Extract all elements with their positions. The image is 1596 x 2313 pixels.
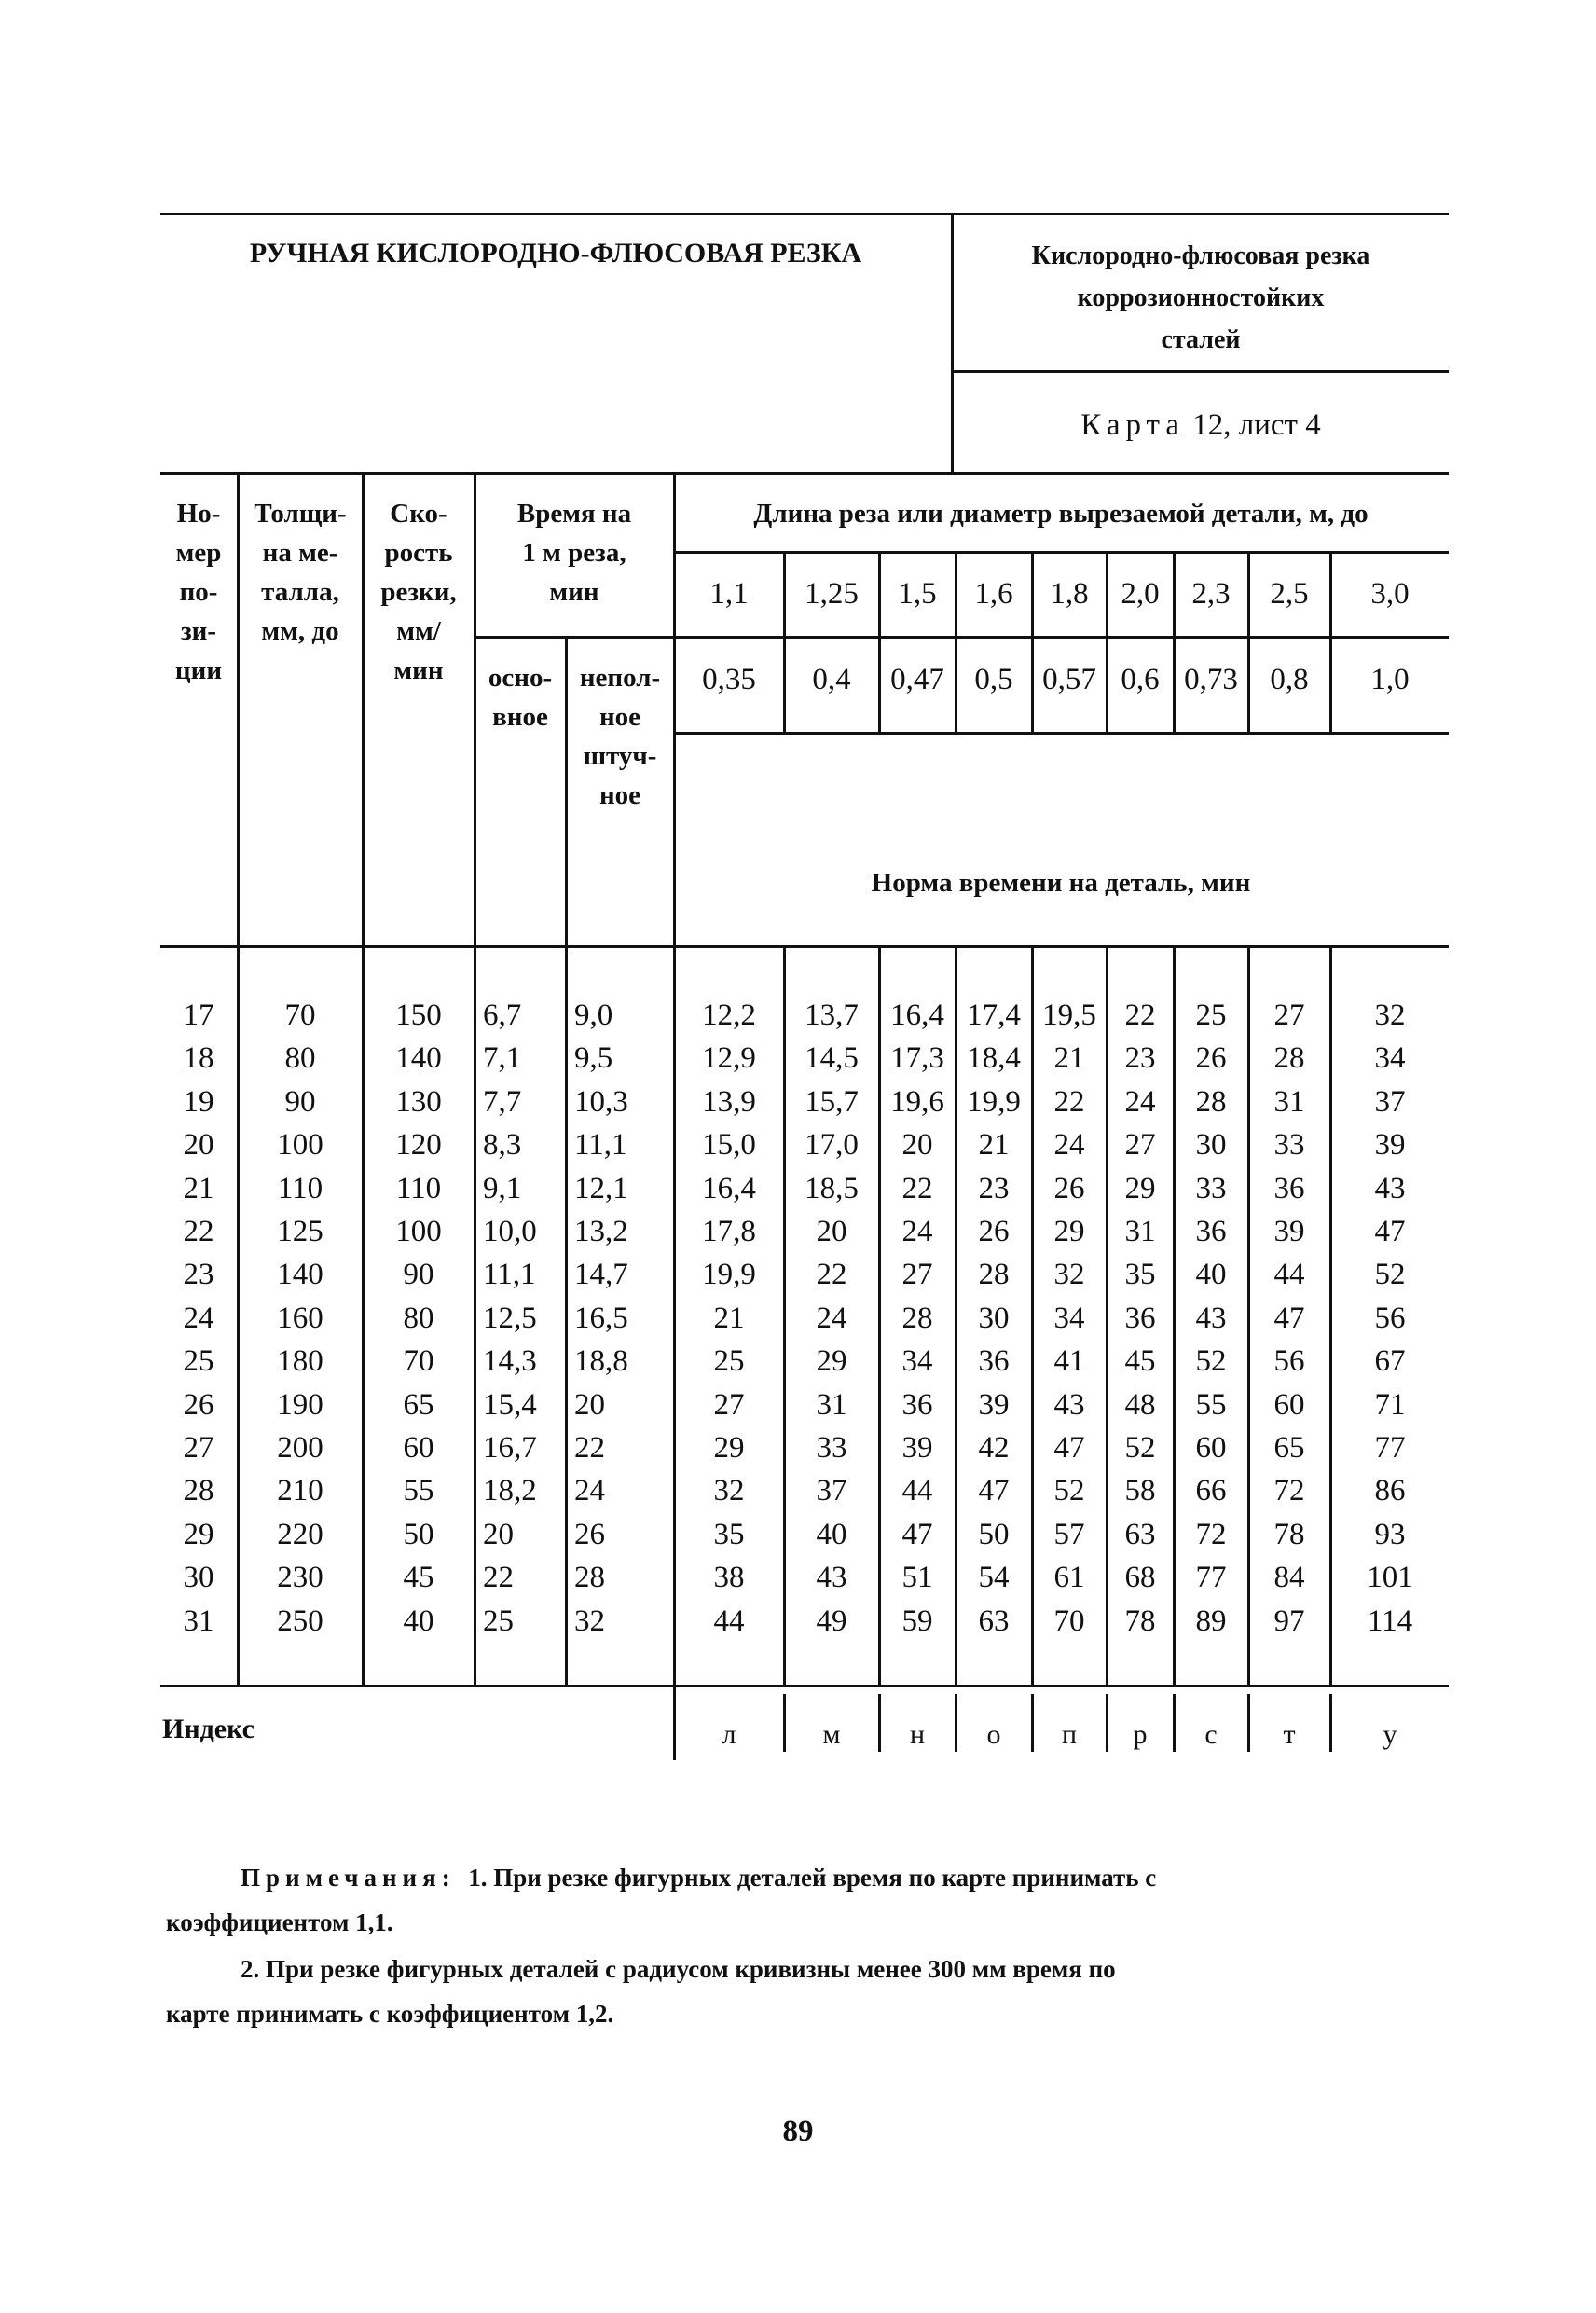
table-cell: 38 xyxy=(713,1561,745,1594)
table-cell: 29 xyxy=(1053,1215,1085,1248)
table-cell: 24 xyxy=(901,1215,933,1248)
table-cell: 43 xyxy=(816,1561,847,1594)
table-cell: 72 xyxy=(1195,1518,1227,1551)
table-cell: 100 xyxy=(395,1215,442,1248)
table-cell: 60 xyxy=(1273,1388,1305,1422)
table-cell: 93 xyxy=(1374,1518,1406,1551)
table-cell: 52 xyxy=(1374,1258,1406,1291)
table-cell: 71 xyxy=(1374,1388,1406,1422)
table-cell: 63 xyxy=(1124,1518,1156,1551)
table-cell: 35 xyxy=(713,1518,745,1551)
table-cell: 31 xyxy=(1124,1215,1156,1248)
table-cell: 13,9 xyxy=(702,1085,756,1119)
table-cell: 30 xyxy=(978,1301,1010,1335)
table-cell: 28 xyxy=(1195,1085,1227,1119)
card-rest: 12, лист 4 xyxy=(1192,408,1321,442)
table-cell: 44 xyxy=(713,1604,745,1638)
table-cell: 60 xyxy=(1195,1431,1227,1465)
time-group-rule xyxy=(474,636,673,639)
table-cell: 16,4 xyxy=(890,998,944,1032)
table-cell: 32 xyxy=(1374,998,1406,1032)
table-cell: 49 xyxy=(816,1604,847,1638)
diameter-value: 0,8 xyxy=(1270,663,1309,696)
table-cell: 140 xyxy=(277,1258,323,1291)
header-speed xyxy=(364,494,474,690)
index-value: у xyxy=(1383,1719,1397,1750)
table-cell: 25 xyxy=(183,1344,214,1378)
table-cell: 63 xyxy=(978,1604,1010,1638)
table-cell: 11,1 xyxy=(483,1258,536,1291)
table-cell: 220 xyxy=(277,1518,323,1551)
table-cell: 18,4 xyxy=(967,1041,1021,1075)
header-line: рость xyxy=(384,538,453,568)
table-bottom-rule xyxy=(160,1685,1449,1687)
table-cell: 28 xyxy=(574,1561,605,1594)
table-cell: 19,6 xyxy=(890,1085,944,1119)
table-cell: 28 xyxy=(901,1301,933,1335)
table-cell: 26 xyxy=(1195,1041,1227,1075)
table-cell: 19,5 xyxy=(1042,998,1096,1032)
table-cell: 37 xyxy=(816,1474,847,1508)
table-cell: 47 xyxy=(901,1518,933,1551)
header-line: 1 м реза, xyxy=(522,538,626,568)
table-cell: 18,5 xyxy=(805,1172,859,1205)
table-cell: 30 xyxy=(1195,1128,1227,1162)
table-cell: 110 xyxy=(395,1172,442,1205)
card-number xyxy=(953,408,1449,443)
note-1-cont: коэффициентом 1,1. xyxy=(166,1908,393,1936)
header-time-main xyxy=(475,658,565,737)
table-cell: 27 xyxy=(1124,1128,1156,1162)
document-title: РУЧНАЯ КИСЛОРОДНО-ФЛЮСОВАЯ РЕЗКА xyxy=(249,238,862,268)
header-top-rule xyxy=(160,213,1449,215)
table-cell: 15,7 xyxy=(805,1085,859,1119)
page-number: 89 xyxy=(782,2114,814,2148)
table-cell: 59 xyxy=(901,1604,933,1638)
index-value: н xyxy=(909,1719,926,1750)
table-cell: 26 xyxy=(183,1388,214,1422)
index-value: м xyxy=(822,1719,841,1750)
header-norm-label: Норма времени на деталь, мин xyxy=(871,868,1251,898)
table-cell: 20 xyxy=(574,1388,605,1422)
header-line: мин xyxy=(393,655,444,685)
table-cell: 14,5 xyxy=(805,1041,859,1075)
table-cell: 33 xyxy=(816,1431,847,1465)
length-value: 2,0 xyxy=(1121,577,1160,611)
table-cell: 27 xyxy=(901,1258,933,1291)
diameter-value: 0,73 xyxy=(1184,663,1238,696)
header-line: ции xyxy=(174,655,223,685)
table-cell: 20 xyxy=(816,1215,847,1248)
index-value: о xyxy=(986,1719,1001,1750)
table-cell: 36 xyxy=(1124,1301,1156,1335)
table-cell: 22 xyxy=(1124,998,1156,1032)
diameter-value: 0,35 xyxy=(702,663,756,696)
header-line: Время на xyxy=(516,499,632,529)
table-cell: 32 xyxy=(1053,1258,1085,1291)
table-cell: 78 xyxy=(1273,1518,1305,1551)
table-cell: 37 xyxy=(1374,1085,1406,1119)
table-cell: 40 xyxy=(816,1518,847,1551)
table-cell: 34 xyxy=(901,1344,933,1378)
table-cell: 80 xyxy=(284,1041,316,1075)
table-cell: 32 xyxy=(574,1604,605,1638)
note-1 xyxy=(166,1855,1452,1900)
length-value: 2,3 xyxy=(1191,577,1231,611)
table-cell: 114 xyxy=(1367,1604,1413,1638)
table-cell: 36 xyxy=(978,1344,1010,1378)
table-cell: 23 xyxy=(183,1258,214,1291)
table-cell: 41 xyxy=(1053,1344,1085,1378)
header-card-rule xyxy=(953,370,1449,373)
table-cell: 47 xyxy=(1053,1431,1085,1465)
header-line: Толщи- xyxy=(254,499,347,529)
table-cell: 29 xyxy=(183,1518,214,1551)
table-cell: 54 xyxy=(978,1561,1010,1594)
table-cell: 13,2 xyxy=(574,1215,628,1248)
table-cell: 48 xyxy=(1124,1388,1156,1422)
table-cell: 10,3 xyxy=(574,1085,628,1119)
table-cell: 35 xyxy=(1124,1258,1156,1291)
table-cell: 110 xyxy=(277,1172,323,1205)
header-length-group: Длина реза или диаметр вырезаемой детали, м, до xyxy=(753,499,1369,529)
header-thickness xyxy=(239,494,362,651)
header-line: непол- xyxy=(579,663,661,693)
table-cell: 52 xyxy=(1195,1344,1227,1378)
subtitle-line: Кислородно-флюсовая резка xyxy=(1031,241,1370,270)
table-cell: 40 xyxy=(403,1604,434,1638)
table-cell: 72 xyxy=(1273,1474,1305,1508)
table-cell: 56 xyxy=(1374,1301,1406,1335)
table-cell: 28 xyxy=(1273,1041,1305,1075)
length-value: 1,6 xyxy=(974,577,1013,611)
table-cell: 12,1 xyxy=(574,1172,628,1205)
card-label: Карта xyxy=(1080,408,1186,442)
table-cell: 70 xyxy=(403,1344,434,1378)
diameter-value: 0,57 xyxy=(1042,663,1096,696)
table-cell: 47 xyxy=(1273,1301,1305,1335)
diameter-value: 0,47 xyxy=(890,663,944,696)
table-cell: 18 xyxy=(183,1041,214,1075)
header-bottom-rule xyxy=(160,945,1449,948)
header-line: вное xyxy=(492,702,548,732)
length-value: 1,5 xyxy=(898,577,937,611)
table-cell: 24 xyxy=(574,1474,605,1508)
table-cell: 15,0 xyxy=(702,1128,756,1162)
note-2-cont: карте принимать с коэффициентом 1,2. xyxy=(166,2000,614,2028)
header-line: мм, до xyxy=(261,616,339,646)
note-2: 2. При резке фигурных деталей с радиусом кривизны менее 300 мм время по xyxy=(241,1955,1116,1983)
table-cell: 32 xyxy=(713,1474,745,1508)
table-cell: 17,4 xyxy=(967,998,1021,1032)
table-cell: 190 xyxy=(277,1388,323,1422)
table-cell: 51 xyxy=(901,1561,933,1594)
subtitle-line: коррозионностойких xyxy=(1077,283,1325,312)
table-cell: 57 xyxy=(1053,1518,1085,1551)
note-1-text: 1. При резке фигурных деталей время по карте принимать с xyxy=(468,1864,1157,1892)
header-line: талла, xyxy=(261,577,339,607)
table-cell: 14,7 xyxy=(574,1258,628,1291)
table-cell: 22 xyxy=(483,1561,514,1594)
table-cell: 86 xyxy=(1374,1474,1406,1508)
notes xyxy=(166,1855,1452,2036)
header-line: Ско- xyxy=(390,499,447,529)
table-cell: 20 xyxy=(483,1518,514,1551)
table-cell: 70 xyxy=(1053,1604,1085,1638)
table-cell: 28 xyxy=(183,1474,214,1508)
table-cell: 20 xyxy=(183,1128,214,1162)
table-cell: 77 xyxy=(1374,1431,1406,1465)
header-line: штуч- xyxy=(583,741,657,771)
table-cell: 6,7 xyxy=(483,998,522,1032)
table-cell: 9,0 xyxy=(574,998,613,1032)
table-cell: 26 xyxy=(574,1518,605,1551)
table-cell: 19 xyxy=(183,1085,214,1119)
table-cell: 33 xyxy=(1195,1172,1227,1205)
table-cell: 21 xyxy=(978,1128,1010,1162)
table-cell: 17,3 xyxy=(890,1041,944,1075)
table-cell: 56 xyxy=(1273,1344,1305,1378)
table-cell: 50 xyxy=(978,1518,1010,1551)
table-cell: 68 xyxy=(1124,1561,1156,1594)
table-cell: 39 xyxy=(1273,1215,1305,1248)
table-cell: 24 xyxy=(1124,1085,1156,1119)
table-cell: 21 xyxy=(183,1172,214,1205)
header-time-group xyxy=(475,494,673,612)
diameter-value: 0,6 xyxy=(1121,663,1160,696)
table-cell: 160 xyxy=(277,1301,323,1335)
table-cell: 66 xyxy=(1195,1474,1227,1508)
table-cell: 29 xyxy=(713,1431,745,1465)
table-cell: 25 xyxy=(483,1604,514,1638)
table-cell: 39 xyxy=(901,1431,933,1465)
diameter-value: 0,5 xyxy=(974,663,1013,696)
table-cell: 23 xyxy=(1124,1041,1156,1075)
table-cell: 90 xyxy=(284,1085,316,1119)
table-cell: 16,4 xyxy=(702,1172,756,1205)
table-cell: 125 xyxy=(277,1215,323,1248)
table-cell: 20 xyxy=(901,1128,933,1162)
table-cell: 31 xyxy=(183,1604,214,1638)
table-cell: 47 xyxy=(1374,1215,1406,1248)
table-cell: 65 xyxy=(1273,1431,1305,1465)
table-cell: 130 xyxy=(395,1085,442,1119)
header-position xyxy=(160,494,237,690)
table-cell: 36 xyxy=(901,1388,933,1422)
table-cell: 9,1 xyxy=(483,1172,522,1205)
table-cell: 27 xyxy=(713,1388,745,1422)
table-cell: 89 xyxy=(1195,1604,1227,1638)
table-cell: 180 xyxy=(277,1344,323,1378)
index-value: с xyxy=(1204,1719,1218,1750)
index-value: п xyxy=(1061,1719,1078,1750)
index-value: л xyxy=(722,1719,736,1750)
table-cell: 19,9 xyxy=(702,1258,756,1291)
length-value: 1,1 xyxy=(709,577,749,611)
table-cell: 44 xyxy=(1273,1258,1305,1291)
table-cell: 36 xyxy=(1273,1172,1305,1205)
table-cell: 42 xyxy=(978,1431,1010,1465)
table-cell: 22 xyxy=(1053,1085,1085,1119)
table-cell: 18,8 xyxy=(574,1344,628,1378)
length-value: 1,8 xyxy=(1050,577,1089,611)
table-cell: 14,3 xyxy=(483,1344,537,1378)
header-line: зи- xyxy=(180,616,217,646)
table-cell: 39 xyxy=(1374,1128,1406,1162)
table-cell: 55 xyxy=(403,1474,434,1508)
table-cell: 27 xyxy=(183,1431,214,1465)
table-cell: 12,5 xyxy=(483,1301,537,1335)
table-cell: 39 xyxy=(978,1388,1010,1422)
table-cell: 22 xyxy=(901,1172,933,1205)
table-cell: 52 xyxy=(1053,1474,1085,1508)
table-cell: 80 xyxy=(403,1301,434,1335)
index-label: Индекс xyxy=(162,1714,255,1744)
table-cell: 30 xyxy=(183,1561,214,1594)
header-line: мм/ xyxy=(396,616,441,646)
table-cell: 23 xyxy=(978,1172,1010,1205)
notes-label: Примечания: xyxy=(241,1864,456,1892)
header-line: ное xyxy=(598,702,641,732)
table-cell: 250 xyxy=(277,1604,323,1638)
diameter-value: 1,0 xyxy=(1370,663,1410,696)
table-cell: 150 xyxy=(395,998,442,1032)
table-cell: 17 xyxy=(183,998,214,1032)
index-value: т xyxy=(1283,1719,1296,1750)
table-cell: 16,5 xyxy=(574,1301,628,1335)
table-cell: 24 xyxy=(183,1301,214,1335)
table-cell: 43 xyxy=(1053,1388,1085,1422)
table-cell: 70 xyxy=(284,998,316,1032)
table-cell: 65 xyxy=(403,1388,434,1422)
table-cell: 34 xyxy=(1053,1301,1085,1335)
table-cell: 7,1 xyxy=(483,1041,522,1075)
length-value: 2,5 xyxy=(1270,577,1309,611)
table-cell: 60 xyxy=(403,1431,434,1465)
table-cell: 90 xyxy=(403,1258,434,1291)
table-cell: 31 xyxy=(1273,1085,1305,1119)
table-cell: 21 xyxy=(713,1301,745,1335)
table-cell: 8,3 xyxy=(483,1128,522,1162)
table-cell: 45 xyxy=(1124,1344,1156,1378)
header-line: Но- xyxy=(176,499,221,529)
table-cell: 52 xyxy=(1124,1431,1156,1465)
table-cell: 61 xyxy=(1053,1561,1085,1594)
length-value: 3,0 xyxy=(1370,577,1410,611)
header-line: мин xyxy=(549,577,599,607)
table-cell: 67 xyxy=(1374,1344,1406,1378)
table-cell: 29 xyxy=(816,1344,847,1378)
table-cell: 11,1 xyxy=(574,1128,627,1162)
table-cell: 29 xyxy=(1124,1172,1156,1205)
table-cell: 140 xyxy=(395,1041,442,1075)
table-cell: 17,0 xyxy=(805,1128,859,1162)
table-cell: 47 xyxy=(978,1474,1010,1508)
document-subtitle xyxy=(953,235,1449,361)
header-line: мер xyxy=(175,538,222,568)
table-cell: 43 xyxy=(1195,1301,1227,1335)
table-cell: 44 xyxy=(901,1474,933,1508)
header-line: на ме- xyxy=(262,538,338,568)
header-line: резки, xyxy=(380,577,457,607)
table-cell: 31 xyxy=(816,1388,847,1422)
table-cell: 17,8 xyxy=(702,1215,756,1248)
table-cell: 16,7 xyxy=(483,1431,537,1465)
table-cell: 10,0 xyxy=(483,1215,537,1248)
diameter-values-rule xyxy=(673,732,1449,735)
table-cell: 45 xyxy=(403,1561,434,1594)
table-cell: 55 xyxy=(1195,1388,1227,1422)
header-line: ное xyxy=(598,780,641,810)
table-cell: 18,2 xyxy=(483,1474,537,1508)
table-cell: 27 xyxy=(1273,998,1305,1032)
table-cell: 28 xyxy=(978,1258,1010,1291)
table-cell: 77 xyxy=(1195,1561,1227,1594)
table-cell: 25 xyxy=(1195,998,1227,1032)
table-cell: 9,5 xyxy=(574,1041,613,1075)
index-value: р xyxy=(1133,1719,1148,1750)
length-values-rule xyxy=(673,636,1449,639)
length-value: 1,25 xyxy=(805,577,859,611)
table-cell: 13,7 xyxy=(805,998,859,1032)
table-cell: 40 xyxy=(1195,1258,1227,1291)
length-group-rule xyxy=(673,551,1449,554)
table-cell: 15,4 xyxy=(483,1388,537,1422)
table-cell: 58 xyxy=(1124,1474,1156,1508)
header-line: по- xyxy=(179,577,218,607)
table-cell: 26 xyxy=(1053,1172,1085,1205)
table-cell: 34 xyxy=(1374,1041,1406,1075)
header-line: осно- xyxy=(488,663,553,693)
table-cell: 33 xyxy=(1273,1128,1305,1162)
header-time-aux xyxy=(567,658,673,815)
table-cell: 43 xyxy=(1374,1172,1406,1205)
table-cell: 26 xyxy=(978,1215,1010,1248)
table-cell: 78 xyxy=(1124,1604,1156,1638)
table-cell: 22 xyxy=(816,1258,847,1291)
table-cell: 97 xyxy=(1273,1604,1305,1638)
table-cell: 7,7 xyxy=(483,1085,522,1119)
table-cell: 210 xyxy=(277,1474,323,1508)
table-cell: 120 xyxy=(395,1128,442,1162)
table-cell: 200 xyxy=(277,1431,323,1465)
table-cell: 21 xyxy=(1053,1041,1085,1075)
subtitle-line: сталей xyxy=(1161,325,1241,354)
table-cell: 12,2 xyxy=(702,998,756,1032)
diameter-value: 0,4 xyxy=(812,663,851,696)
table-cell: 84 xyxy=(1273,1561,1305,1594)
table-cell: 19,9 xyxy=(967,1085,1021,1119)
table-cell: 230 xyxy=(277,1561,323,1594)
table-cell: 12,9 xyxy=(702,1041,756,1075)
table-cell: 22 xyxy=(574,1431,605,1465)
table-cell: 22 xyxy=(183,1215,214,1248)
table-cell: 50 xyxy=(403,1518,434,1551)
table-cell: 24 xyxy=(1053,1128,1085,1162)
table-cell: 100 xyxy=(277,1128,323,1162)
table-cell: 24 xyxy=(816,1301,847,1335)
table-cell: 25 xyxy=(713,1344,745,1378)
table-cell: 36 xyxy=(1195,1215,1227,1248)
table-top-rule xyxy=(160,472,1449,475)
table-cell: 101 xyxy=(1367,1561,1413,1594)
